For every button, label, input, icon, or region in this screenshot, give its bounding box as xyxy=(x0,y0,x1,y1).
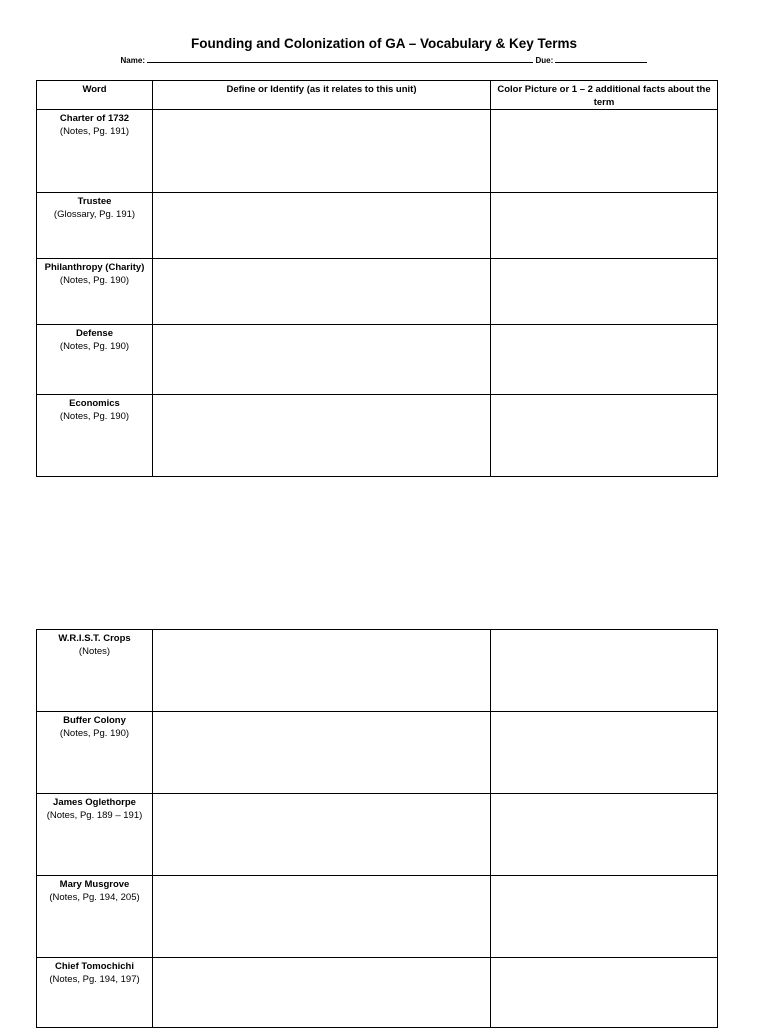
term-label: Economics xyxy=(69,398,120,409)
name-due-line xyxy=(0,55,768,65)
term-ref: (Notes, Pg. 189 – 191) xyxy=(46,810,143,821)
table-row xyxy=(37,193,718,259)
name-label: Name: xyxy=(120,56,145,65)
term-label: Philanthropy (Charity) xyxy=(44,262,145,273)
definition-cell[interactable] xyxy=(153,958,491,1028)
term-ref: (Notes, Pg. 194, 205) xyxy=(49,892,140,903)
table-row xyxy=(37,794,718,876)
header-define: Define or Identify (as it relates to this unit) xyxy=(153,81,491,110)
page-title: Founding and Colonization of GA – Vocabulary & Key Terms xyxy=(190,36,578,51)
definition-cell[interactable] xyxy=(153,259,491,325)
term-label: Mary Musgrove xyxy=(59,879,130,890)
term-ref: (Notes, Pg. 190) xyxy=(59,411,130,422)
picture-cell[interactable] xyxy=(491,958,718,1028)
word-cell xyxy=(37,110,153,193)
word-cell xyxy=(37,630,153,712)
picture-cell[interactable] xyxy=(491,395,718,477)
definition-cell[interactable] xyxy=(153,395,491,477)
picture-cell[interactable] xyxy=(491,712,718,794)
table-row xyxy=(37,110,718,193)
word-cell xyxy=(37,193,153,259)
picture-cell[interactable] xyxy=(491,259,718,325)
word-cell xyxy=(37,712,153,794)
definition-cell[interactable] xyxy=(153,794,491,876)
name-blank[interactable] xyxy=(147,55,533,63)
word-cell xyxy=(37,958,153,1028)
term-label: W.R.I.S.T. Crops xyxy=(58,633,131,644)
picture-cell[interactable] xyxy=(491,110,718,193)
term-ref: (Notes, Pg. 191) xyxy=(59,126,130,137)
term-label: Chief Tomochichi xyxy=(55,961,134,972)
term-label: Trustee xyxy=(77,196,112,207)
term-label: Defense xyxy=(76,328,113,339)
term-label: James Oglethorpe xyxy=(53,797,136,808)
vocab-table-1 xyxy=(36,80,718,477)
table-row xyxy=(37,325,718,395)
term-label: Charter of 1732 xyxy=(59,113,130,124)
table-row xyxy=(37,958,718,1028)
header-picture: Color Picture or 1 – 2 additional facts about the term xyxy=(491,81,718,110)
table-row xyxy=(37,259,718,325)
picture-cell[interactable] xyxy=(491,193,718,259)
due-blank[interactable] xyxy=(555,55,647,63)
word-cell xyxy=(37,325,153,395)
picture-cell[interactable] xyxy=(491,794,718,876)
word-cell xyxy=(37,395,153,477)
table-row xyxy=(37,395,718,477)
term-ref: (Notes, Pg. 190) xyxy=(59,728,130,739)
term-ref: (Notes) xyxy=(78,646,111,657)
vocab-table-2 xyxy=(36,629,718,1028)
term-ref: (Glossary, Pg. 191) xyxy=(53,209,136,220)
word-cell xyxy=(37,259,153,325)
word-cell xyxy=(37,876,153,958)
table-row xyxy=(37,876,718,958)
picture-cell[interactable] xyxy=(491,630,718,712)
definition-cell[interactable] xyxy=(153,325,491,395)
word-cell xyxy=(37,794,153,876)
table-header-row xyxy=(37,81,718,110)
due-label: Due: xyxy=(535,56,554,65)
definition-cell[interactable] xyxy=(153,630,491,712)
header-word: Word xyxy=(37,81,153,110)
definition-cell[interactable] xyxy=(153,110,491,193)
definition-cell[interactable] xyxy=(153,876,491,958)
term-label: Buffer Colony xyxy=(63,715,126,726)
term-ref: (Notes, Pg. 194, 197) xyxy=(49,974,140,985)
definition-cell[interactable] xyxy=(153,712,491,794)
picture-cell[interactable] xyxy=(491,876,718,958)
picture-cell[interactable] xyxy=(491,325,718,395)
term-ref: (Notes, Pg. 190) xyxy=(59,341,130,352)
term-ref: (Notes, Pg. 190) xyxy=(59,275,130,286)
table-row xyxy=(37,630,718,712)
table-row xyxy=(37,712,718,794)
definition-cell[interactable] xyxy=(153,193,491,259)
